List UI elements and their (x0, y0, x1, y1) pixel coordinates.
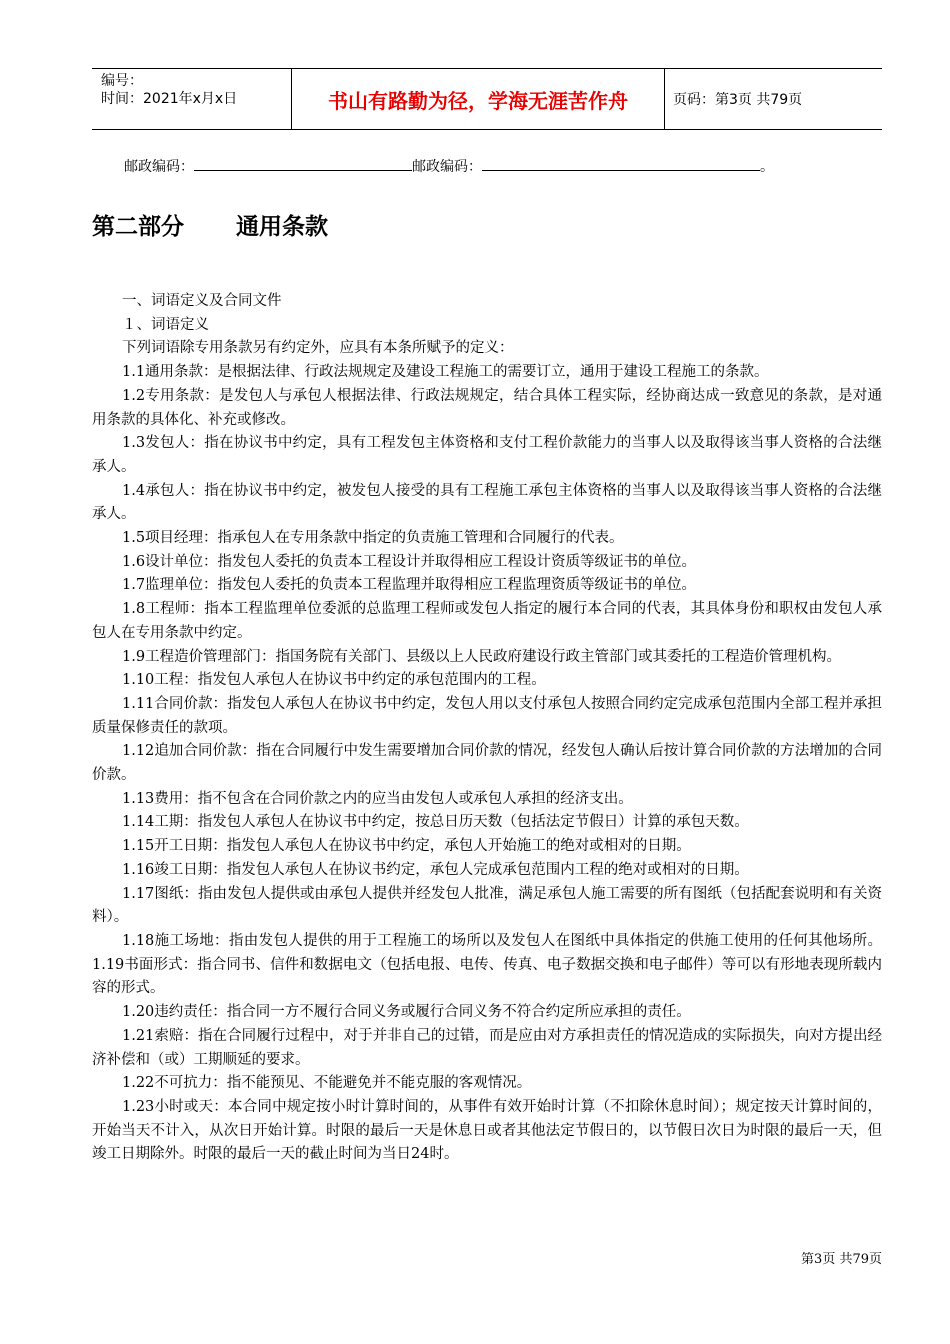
paragraph: 1.10工程：指发包人承包人在协议书中约定的承包范围内的工程。 (122, 672, 546, 689)
paragraph: 1.9工程造价管理部门：指国务院有关部门、县级以上人民政府建设行政主管部门或其委托的工程造价管理机构。 (122, 648, 842, 665)
paragraph: 1.16竣工日期：指发包人承包人在协议书约定，承包人完成承包范围内工程的绝对或相对的日期。 (122, 861, 749, 878)
paragraph: 1.11合同价款：指发包人承包人在协议书中约定，发包人用以支付承包人按照合同约定完成承包范围内全部工程并承担质量保修责任的款项。 (92, 695, 882, 736)
number-label: 编号： (101, 73, 143, 89)
paragraph: 1.6设计单位：指发包人委托的负责本工程设计并取得相应工程设计资质等级证书的单位。 (122, 553, 697, 570)
paragraph: 1.4承包人：指在协议书中约定，被发包人接受的具有工程施工承包主体资格的当事人以及取得该当事人资格的合法继承人。 (92, 482, 882, 523)
part-name: 通用条款 (236, 214, 328, 240)
paragraph: 1.7监理单位：指发包人委托的负责本工程监理并取得相应工程监理资质等级证书的单位。 (122, 577, 697, 594)
subsection-heading: １、词语定义 (122, 316, 209, 333)
page-footer: 第3页 共79页 (801, 1252, 882, 1267)
postal-blank-1 (194, 156, 412, 171)
paragraph: 下列词语除专用条款另有约定外，应具有本条所赋予的定义： (122, 340, 514, 357)
part-number: 第二部分 (92, 214, 184, 240)
section-heading: 一、词语定义及合同文件 (122, 293, 282, 309)
paragraph: 1.8工程师：指本工程监理单位委派的总监理工程师或发包人指定的履行本合同的代表，其具体身份和职权由发包人承包人在专用条款中约定。 (92, 601, 882, 641)
paragraph: 1.15开工日期：指发包人承包人在协议书中约定，承包人开始施工的绝对或相对的日期。 (122, 838, 691, 855)
postal-label-2: 邮政编码： (412, 159, 482, 175)
paragraph: 1.23小时或天：本合同中规定按小时计算时间的，从事件有效开始时计算（不扣除休息时间）；规定按天计算时间的，开始当天不计入，从次日开始计算。时限的最后一天是休息日或者其他法定节假日的，以节假日次日为时限的最后一天，但竣工日期除外。时限的最后一天的截止时间为当日24时。 (92, 1098, 882, 1163)
paragraph: 1.20违约责任：指合同一方不履行合同义务或履行合同义务不符合约定所应承担的责任。 (122, 1004, 691, 1021)
header-motto: 书山有路勤为径，学海无涯苦作舟 (292, 69, 665, 129)
paragraph: 1.3发包人：指在协议书中约定，具有工程发包主体资格和支付工程价款能力的当事人以及取得该当事人资格的合法继承人。 (92, 435, 882, 475)
header-page-info: 页码：第3页 共79页 (673, 92, 803, 108)
postal-code-line (124, 156, 774, 177)
paragraph: 1.17图纸：指由发包人提供或由承包人提供并经发包人批准，满足承包人施工需要的所有图纸（包括配套说明和有关资料）。 (92, 885, 882, 926)
postal-label-1: 邮政编码： (124, 159, 194, 175)
header-meta (92, 69, 292, 129)
paragraph: 1.18施工场地：指由发包人提供的用于工程施工的场所以及发包人在图纸中具体指定的供施工使用的任何其他场所。1.19书面形式：指合同书、信件和数据电文（包括电报、电传、传真、电子数据交换和电子邮件）等可以有形地表现所载内容的形式。 (92, 932, 882, 997)
paragraph: 1.1通用条款：是根据法律、行政法规规定及建设工程施工的需要订立，通用于建设工程施工的条款。 (122, 364, 769, 381)
paragraph: 1.22不可抗力：指不能预见、不能避免并不能克服的客观情况。 (122, 1075, 532, 1092)
paragraph: 1.13费用：指不包含在合同价款之内的应当由发包人或承包人承担的经济支出。 (122, 790, 633, 807)
document-body (92, 290, 882, 1167)
paragraph: 1.2专用条款：是发包人与承包人根据法律、行政法规规定，结合具体工程实际，经协商达成一致意见的条款，是对通用条款的具体化、补充或修改。 (92, 387, 882, 428)
time-label: 时间：2021年x月x日 (101, 91, 238, 107)
page-header (92, 68, 882, 130)
postal-end: 。 (760, 159, 774, 175)
paragraph: 1.21索赔：指在合同履行过程中，对于并非自己的过错，而是应由对方承担责任的情况造成的实际损失，向对方提出经济补偿和（或）工期顺延的要求。 (92, 1027, 882, 1068)
paragraph: 1.5项目经理：指承包人在专用条款中指定的负责施工管理和合同履行的代表。 (122, 530, 624, 547)
part-title (92, 208, 328, 241)
postal-blank-2 (482, 156, 760, 171)
paragraph: 1.12追加合同价款：指在合同履行中发生需要增加合同价款的情况，经发包人确认后按计算合同价款的方法增加的合同价款。 (92, 743, 882, 784)
paragraph: 1.14工期：指发包人承包人在协议书中约定，按总日历天数（包括法定节假日）计算的承包天数。 (122, 814, 749, 831)
